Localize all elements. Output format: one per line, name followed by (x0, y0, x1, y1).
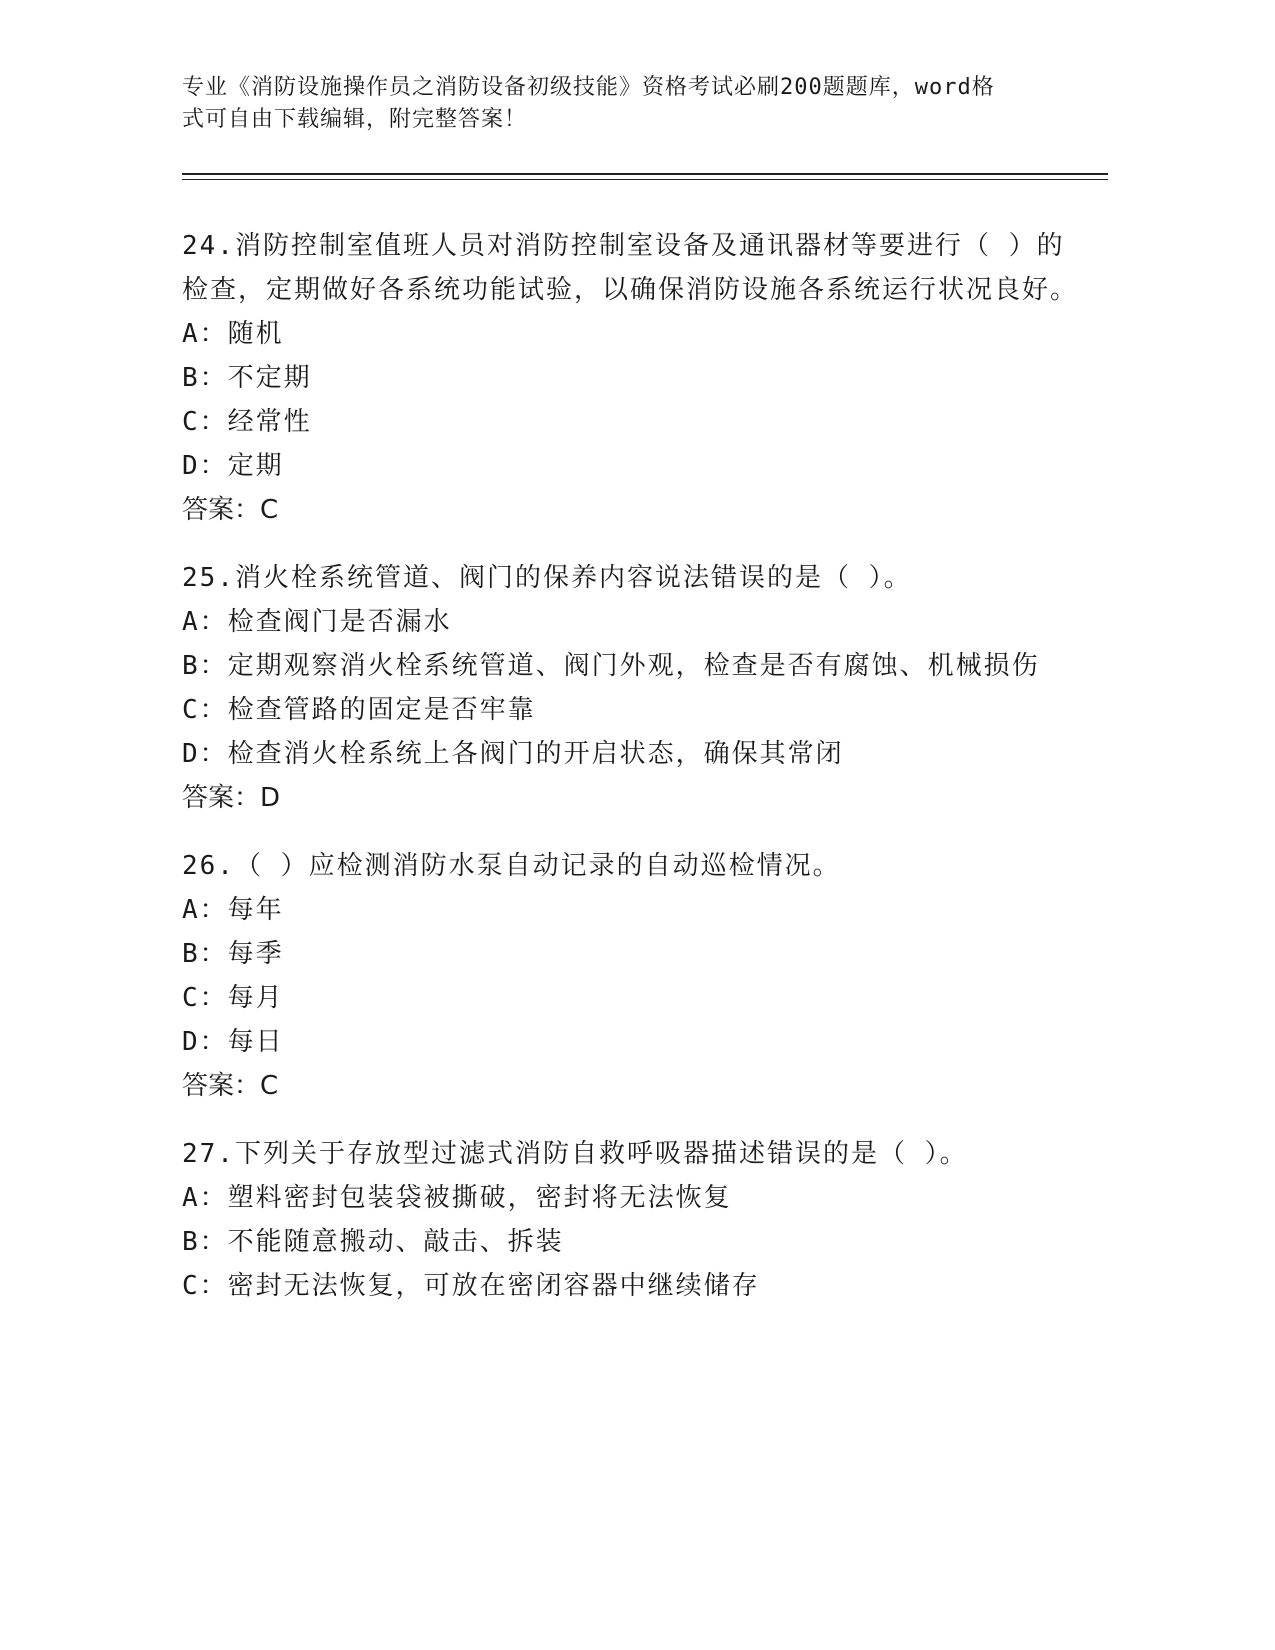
question-26 (182, 844, 1082, 1108)
question-25 (182, 556, 1082, 820)
option-c: C：每月 (182, 983, 284, 1013)
question-text: 27.下列关于存放型过滤式消防自救呼吸器描述错误的是（ ）。 (182, 1139, 968, 1169)
header-divider-thick (182, 173, 1108, 175)
header-divider-thin (182, 179, 1108, 180)
option-a: A：随机 (182, 319, 284, 349)
question-list (182, 224, 1082, 1332)
answer: 答案：C (182, 495, 279, 525)
question-27 (182, 1132, 1082, 1308)
option-d: D：每日 (182, 1027, 284, 1057)
option-a: A：每年 (182, 895, 284, 925)
question-text: 25.消火栓系统管道、阀门的保养内容说法错误的是（ ）。 (182, 563, 912, 593)
question-text: 24.消防控制室值班人员对消防控制室设备及通讯器材等要进行（ ）的检查，定期做好各系统功能试验，以确保消防设施各系统运行状况良好。 (182, 231, 1079, 305)
option-c: C：检查管路的固定是否牢靠 (182, 695, 536, 725)
option-b: B：不能随意搬动、敲击、拆装 (182, 1227, 564, 1257)
option-c: C：密封无法恢复，可放在密闭容器中继续储存 (182, 1271, 760, 1301)
question-text: 26.（ ）应检测消防水泵自动记录的自动巡检情况。 (182, 851, 841, 881)
option-d: D：检查消火栓系统上各阀门的开启状态，确保其常闭 (182, 739, 844, 769)
option-b: B：定期观察消火栓系统管道、阀门外观，检查是否有腐蚀、机械损伤 (182, 651, 1040, 681)
option-a: A：检查阀门是否漏水 (182, 607, 452, 637)
answer: 答案：D (182, 783, 281, 813)
option-b: B：每季 (182, 939, 284, 969)
header-line-2: 式可自由下载编辑，附完整答案！ (182, 107, 528, 132)
option-b: B：不定期 (182, 363, 312, 393)
option-a: A：塑料密封包装袋被撕破，密封将无法恢复 (182, 1183, 732, 1213)
option-c: C：经常性 (182, 407, 312, 437)
answer: 答案：C (182, 1071, 279, 1101)
option-d: D：定期 (182, 451, 284, 481)
header-line-1: 专业《消防设施操作员之消防设备初级技能》资格考试必刷200题题库，word格 (182, 75, 995, 100)
question-24 (182, 224, 1082, 532)
document-header (182, 72, 1062, 136)
